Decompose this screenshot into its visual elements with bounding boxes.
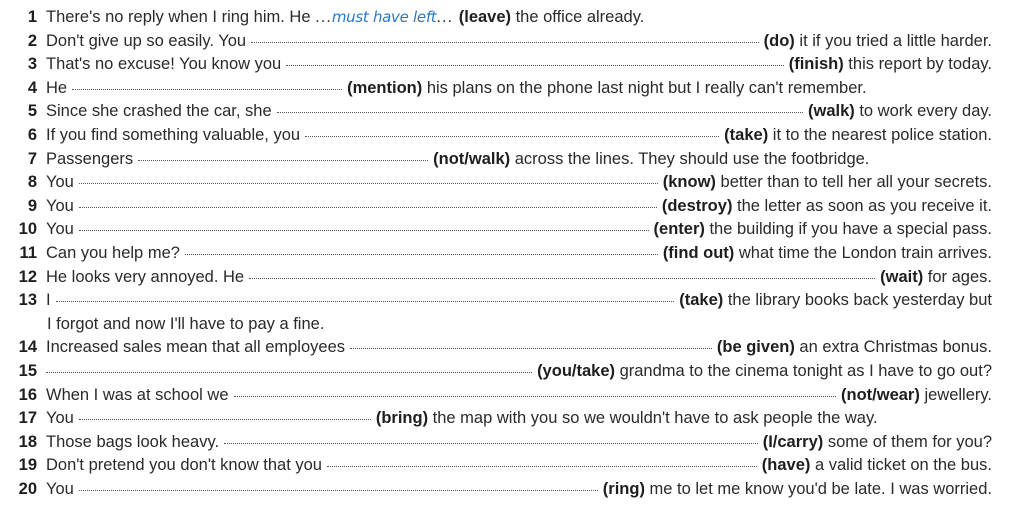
item-number: 9: [27, 196, 37, 215]
sentence-start: You: [46, 173, 74, 192]
verb-prompt: (wait): [880, 267, 924, 286]
answer-blank[interactable]: [350, 348, 712, 349]
item-sentence: [46, 150, 992, 169]
item-sentence: [46, 220, 992, 239]
verb-prompt: (destroy): [661, 196, 733, 215]
sentence-end: the letter as soon as you receive it.: [732, 196, 992, 215]
item-sentence: [46, 55, 992, 74]
answer-blank[interactable]: [79, 230, 649, 231]
sentence-end: grandma to the cinema tonight as I have to go out?: [615, 361, 992, 380]
sentence-end: me to let me know you'd be late. I was worried.: [644, 479, 992, 498]
exercise-item-11: [0, 244, 1024, 268]
sentence-end: to work every day.: [854, 102, 992, 121]
verb-prompt: (mention): [347, 78, 423, 97]
item-number: 14: [18, 338, 37, 357]
exercise-item-19: [0, 456, 1024, 480]
sentence-start: Increased sales mean that all employees: [46, 338, 345, 357]
item-number: 17: [18, 409, 37, 428]
answer-blank[interactable]: [185, 254, 658, 255]
exercise-item-10: [0, 220, 1024, 244]
sentence-end: the map with you so we wouldn't have to ask people the way.: [428, 409, 878, 428]
item-number: 10: [18, 220, 37, 239]
verb-prompt: (have): [761, 456, 811, 475]
item-number: 7: [27, 149, 37, 168]
exercise-item-16: [0, 386, 1024, 410]
answer-blank[interactable]: [234, 396, 837, 397]
item-sentence: [46, 102, 992, 121]
item-number: 11: [19, 243, 37, 262]
answer-blank[interactable]: [138, 160, 428, 161]
answer-dots-left: ...: [315, 8, 332, 26]
sentence-continuation: I forgot and now I'll have to pay a fine.: [47, 314, 325, 333]
item-sentence: [46, 456, 992, 475]
sentence-end: his plans on the phone last night but I really can't remember.: [422, 78, 867, 97]
sentence-start: He: [46, 78, 68, 97]
verb-prompt: (leave): [458, 8, 512, 26]
answer-dots-right: ...: [436, 8, 459, 26]
verb-prompt: (be given): [716, 338, 795, 357]
item-number: 20: [18, 479, 37, 498]
sentence-end: the office already.: [511, 8, 645, 26]
item-sentence: [46, 32, 992, 51]
answer-blank[interactable]: [277, 112, 803, 113]
sentence-start: There's no reply when I ring him. He: [46, 8, 316, 26]
item-number: 13: [18, 291, 37, 310]
item-sentence: [46, 433, 992, 452]
item-number: 12: [18, 267, 37, 286]
item-number: 19: [18, 456, 37, 475]
item-sentence: [46, 409, 992, 428]
sentence-start: You: [46, 409, 74, 428]
item-sentence: [46, 480, 992, 499]
filled-answer[interactable]: must have left: [331, 8, 437, 26]
verb-prompt: (I/carry): [762, 432, 824, 451]
verb-prompt: (find out): [662, 243, 735, 262]
verb-prompt: (not/wear): [841, 385, 920, 404]
verb-prompt: (do): [763, 31, 795, 50]
exercise-item-2: [0, 32, 1024, 56]
exercise-item-4: [0, 79, 1024, 103]
exercise-item-6: [0, 126, 1024, 150]
sentence-start: I: [46, 291, 51, 310]
item-sentence: [46, 197, 992, 216]
verb-prompt: (ring): [602, 479, 645, 498]
exercise-item-20: [0, 480, 1024, 504]
item-number: 3: [27, 55, 37, 74]
item-sentence: [46, 386, 992, 405]
answer-blank[interactable]: [305, 136, 719, 137]
exercise-item-15: [0, 362, 1024, 386]
exercise-item-13: [0, 291, 1024, 315]
item-number: 8: [27, 173, 37, 192]
sentence-end: the building if you have a special pass.: [704, 220, 992, 239]
item-sentence: [46, 8, 992, 27]
verb-prompt: (finish): [788, 55, 844, 74]
item-number: 16: [18, 385, 37, 404]
verb-prompt: (bring): [375, 409, 429, 428]
exercise-item-14: [0, 338, 1024, 362]
sentence-start: You: [46, 479, 74, 498]
sentence-start: Don't pretend you don't know that you: [46, 456, 322, 475]
sentence-end: what time the London train arrives.: [734, 243, 992, 262]
answer-blank[interactable]: [79, 207, 657, 208]
answer-blank[interactable]: [251, 42, 759, 43]
sentence-start: When I was at school we: [46, 385, 229, 404]
verb-prompt: (you/take): [537, 361, 615, 380]
verb-prompt: (take): [679, 291, 724, 310]
item-sentence: [46, 291, 992, 310]
sentence-start: If you find something valuable, you: [46, 125, 301, 144]
answer-blank[interactable]: [224, 443, 758, 444]
exercise-item-5: [0, 102, 1024, 126]
sentence-end: the library books back yesterday but: [723, 291, 992, 310]
item-number: 5: [27, 102, 37, 121]
item-number: 6: [27, 125, 37, 144]
verb-prompt: (take): [724, 125, 769, 144]
sentence-end: better than to tell her all your secrets.: [715, 173, 992, 192]
sentence-end: it if you tried a little harder.: [794, 31, 992, 50]
item-sentence: [46, 362, 992, 381]
sentence-end: across the lines. They should use the footbridge.: [510, 149, 870, 168]
answer-blank[interactable]: [79, 183, 658, 184]
verb-prompt: (enter): [653, 220, 705, 239]
sentence-end: a valid ticket on the bus.: [810, 456, 992, 475]
answer-blank[interactable]: [79, 490, 598, 491]
sentence-end: some of them for you?: [823, 432, 992, 451]
item-sentence: [46, 338, 992, 357]
sentence-end: this report by today.: [843, 55, 992, 74]
answer-blank[interactable]: [72, 89, 342, 90]
sentence-end: it to the nearest police station.: [768, 125, 992, 144]
exercise-item-17: [0, 409, 1024, 433]
item-number: 2: [27, 31, 37, 50]
item-number: 1: [27, 8, 37, 26]
sentence-start: Can you help me?: [46, 243, 180, 262]
sentence-start: You: [46, 196, 74, 215]
exercise-item-7: [0, 150, 1024, 174]
exercise-item-18: [0, 433, 1024, 457]
verb-prompt: (not/walk): [433, 149, 511, 168]
item-sentence: [46, 79, 992, 98]
item-sentence: [46, 126, 992, 145]
exercise-item-13-continuation: [0, 315, 1024, 339]
answer-blank[interactable]: [327, 466, 757, 467]
answer-blank[interactable]: [79, 419, 371, 420]
exercise-item-8: [0, 173, 1024, 197]
item-sentence: [46, 268, 992, 287]
exercise-item-1: [0, 8, 1024, 32]
exercise-item-9: [0, 197, 1024, 221]
sentence-start: Those bags look heavy.: [46, 432, 220, 451]
exercise-item-3: [0, 55, 1024, 79]
item-number: 18: [18, 432, 37, 451]
sentence-end: an extra Christmas bonus.: [794, 338, 992, 357]
sentence-end: for ages.: [923, 267, 992, 286]
sentence-start: Passengers: [46, 149, 134, 168]
verb-prompt: (walk): [807, 102, 855, 121]
sentence-end: jewellery.: [919, 385, 992, 404]
sentence-start: He looks very annoyed. He: [46, 267, 245, 286]
item-sentence: [46, 244, 992, 263]
answer-blank[interactable]: [286, 65, 783, 66]
exercise-item-12: [0, 268, 1024, 292]
answer-blank[interactable]: [46, 372, 532, 373]
answer-blank[interactable]: [56, 301, 675, 302]
item-number: 15: [18, 361, 37, 380]
sentence-start: That's no excuse! You know you: [46, 55, 282, 74]
sentence-start: Since she crashed the car, she: [46, 102, 272, 121]
sentence-start: You: [46, 220, 74, 239]
item-number: 4: [27, 78, 37, 97]
sentence-start: Don't give up so easily. You: [46, 31, 247, 50]
answer-blank[interactable]: [249, 278, 875, 279]
item-sentence: [46, 173, 992, 192]
verb-prompt: (know): [662, 173, 716, 192]
